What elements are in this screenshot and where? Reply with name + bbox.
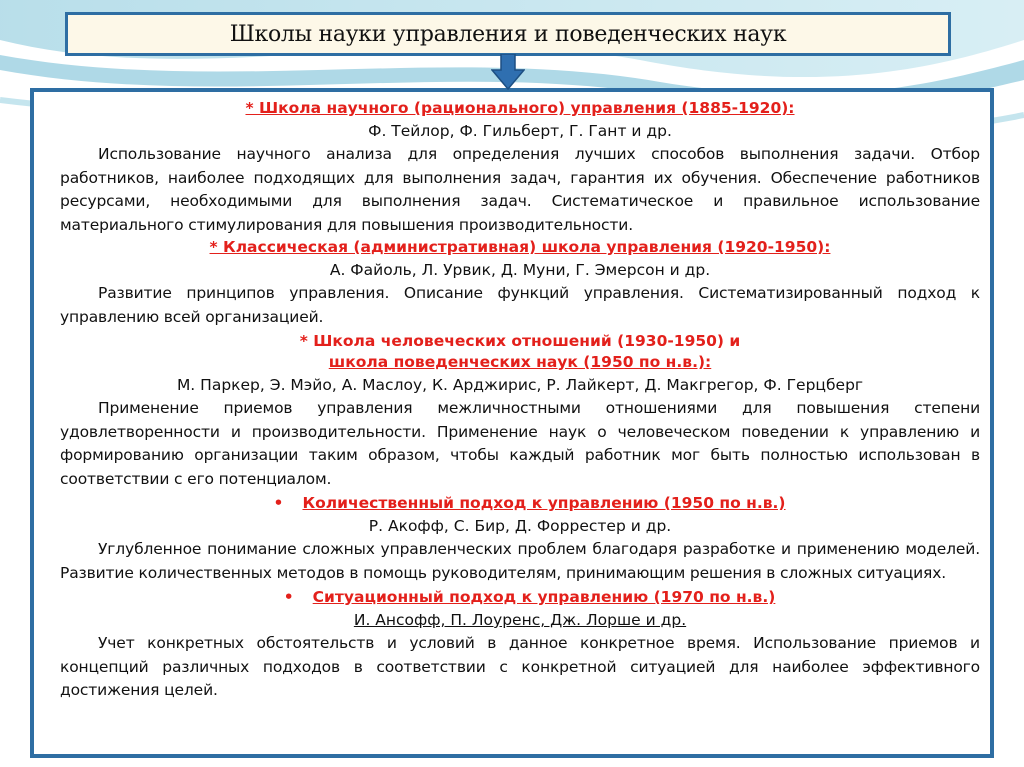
section-heading-human-relations (60, 331, 980, 352)
section-desc-human-relations: Применение приемов управления межличностными отношениями для повышения степени удовлетворенности и производительности. Применение наук о человеческом поведении к управлению и формированию организации таким образом, чтобы каждый работник мог быть полностью использован в соответствии с его потенциалом. (60, 399, 980, 488)
content-box (30, 88, 994, 758)
bullet-icon: • (273, 494, 284, 512)
heading-line-2: школа поведенческих наук (1950 по н.в.): (328, 353, 712, 371)
section-desc-classical: Развитие принципов управления. Описание функций управления. Систематизированный подход к управлению всей организацией. (60, 284, 980, 326)
down-arrow-icon (491, 54, 525, 90)
section-authors-classical: А. Файоль, Л. Урвик, Д. Муни, Г. Эмерсон и др. (329, 261, 711, 279)
bullet-icon: • (283, 588, 294, 606)
section-authors-situational: И. Ансофф, П. Лоуренс, Дж. Лорше и др. (353, 611, 687, 629)
section-authors-quantitative: Р. Акофф, С. Бир, Д. Форрестер и др. (368, 517, 672, 535)
section-heading-scientific: * Школа научного (рационального) управления (1885-1920): (245, 99, 795, 117)
section-heading-classical: * Классическая (административная) школа управления (1920-1950): (209, 238, 831, 256)
section-desc-scientific: Использование научного анализа для определения лучших способов выполнения задачи. Отбор работников, наиболее подходящих для выполнения задач, гарантия их обучения. Обеспечение работников ресурсами, необходимыми для выполнения задач. Систематическое и правильное использование материального стимулирования для повышения производительности. (60, 145, 980, 234)
section-heading-situational: • Ситуационный подход к управлению (1970 по н.в.) (60, 587, 980, 608)
section-heading-behavioral (60, 352, 980, 373)
title-box (65, 12, 951, 56)
section-authors-scientific: Ф. Тейлор, Ф. Гильберт, Г. Гант и др. (368, 122, 672, 140)
section-heading-quantitative: • Количественный подход к управлению (1950 по н.в.) (60, 493, 980, 514)
section-authors-human-relations: М. Паркер, Э. Мэйо, А. Маслоу, К. Арджирис, Р. Лайкерт, Д. Макгрегор, Ф. Герцберг (176, 376, 864, 394)
section-desc-situational: Учет конкретных обстоятельств и условий в данное конкретное время. Использование приемов и концепций различных подходов в соответствии с конкретной ситуацией для наиболее эффективного достижения целей. (60, 634, 980, 699)
section-desc-quantitative: Углубленное понимание сложных управленческих проблем благодаря разработке и применению моделей. Развитие количественных методов в помощь руководителям, принимающим решения в сложных ситуациях. (60, 540, 980, 582)
heading-line-1: * Школа человеческих отношений (1930-1950) и (299, 332, 741, 350)
slide-title: Школы науки управления и поведенческих наук (229, 21, 787, 47)
